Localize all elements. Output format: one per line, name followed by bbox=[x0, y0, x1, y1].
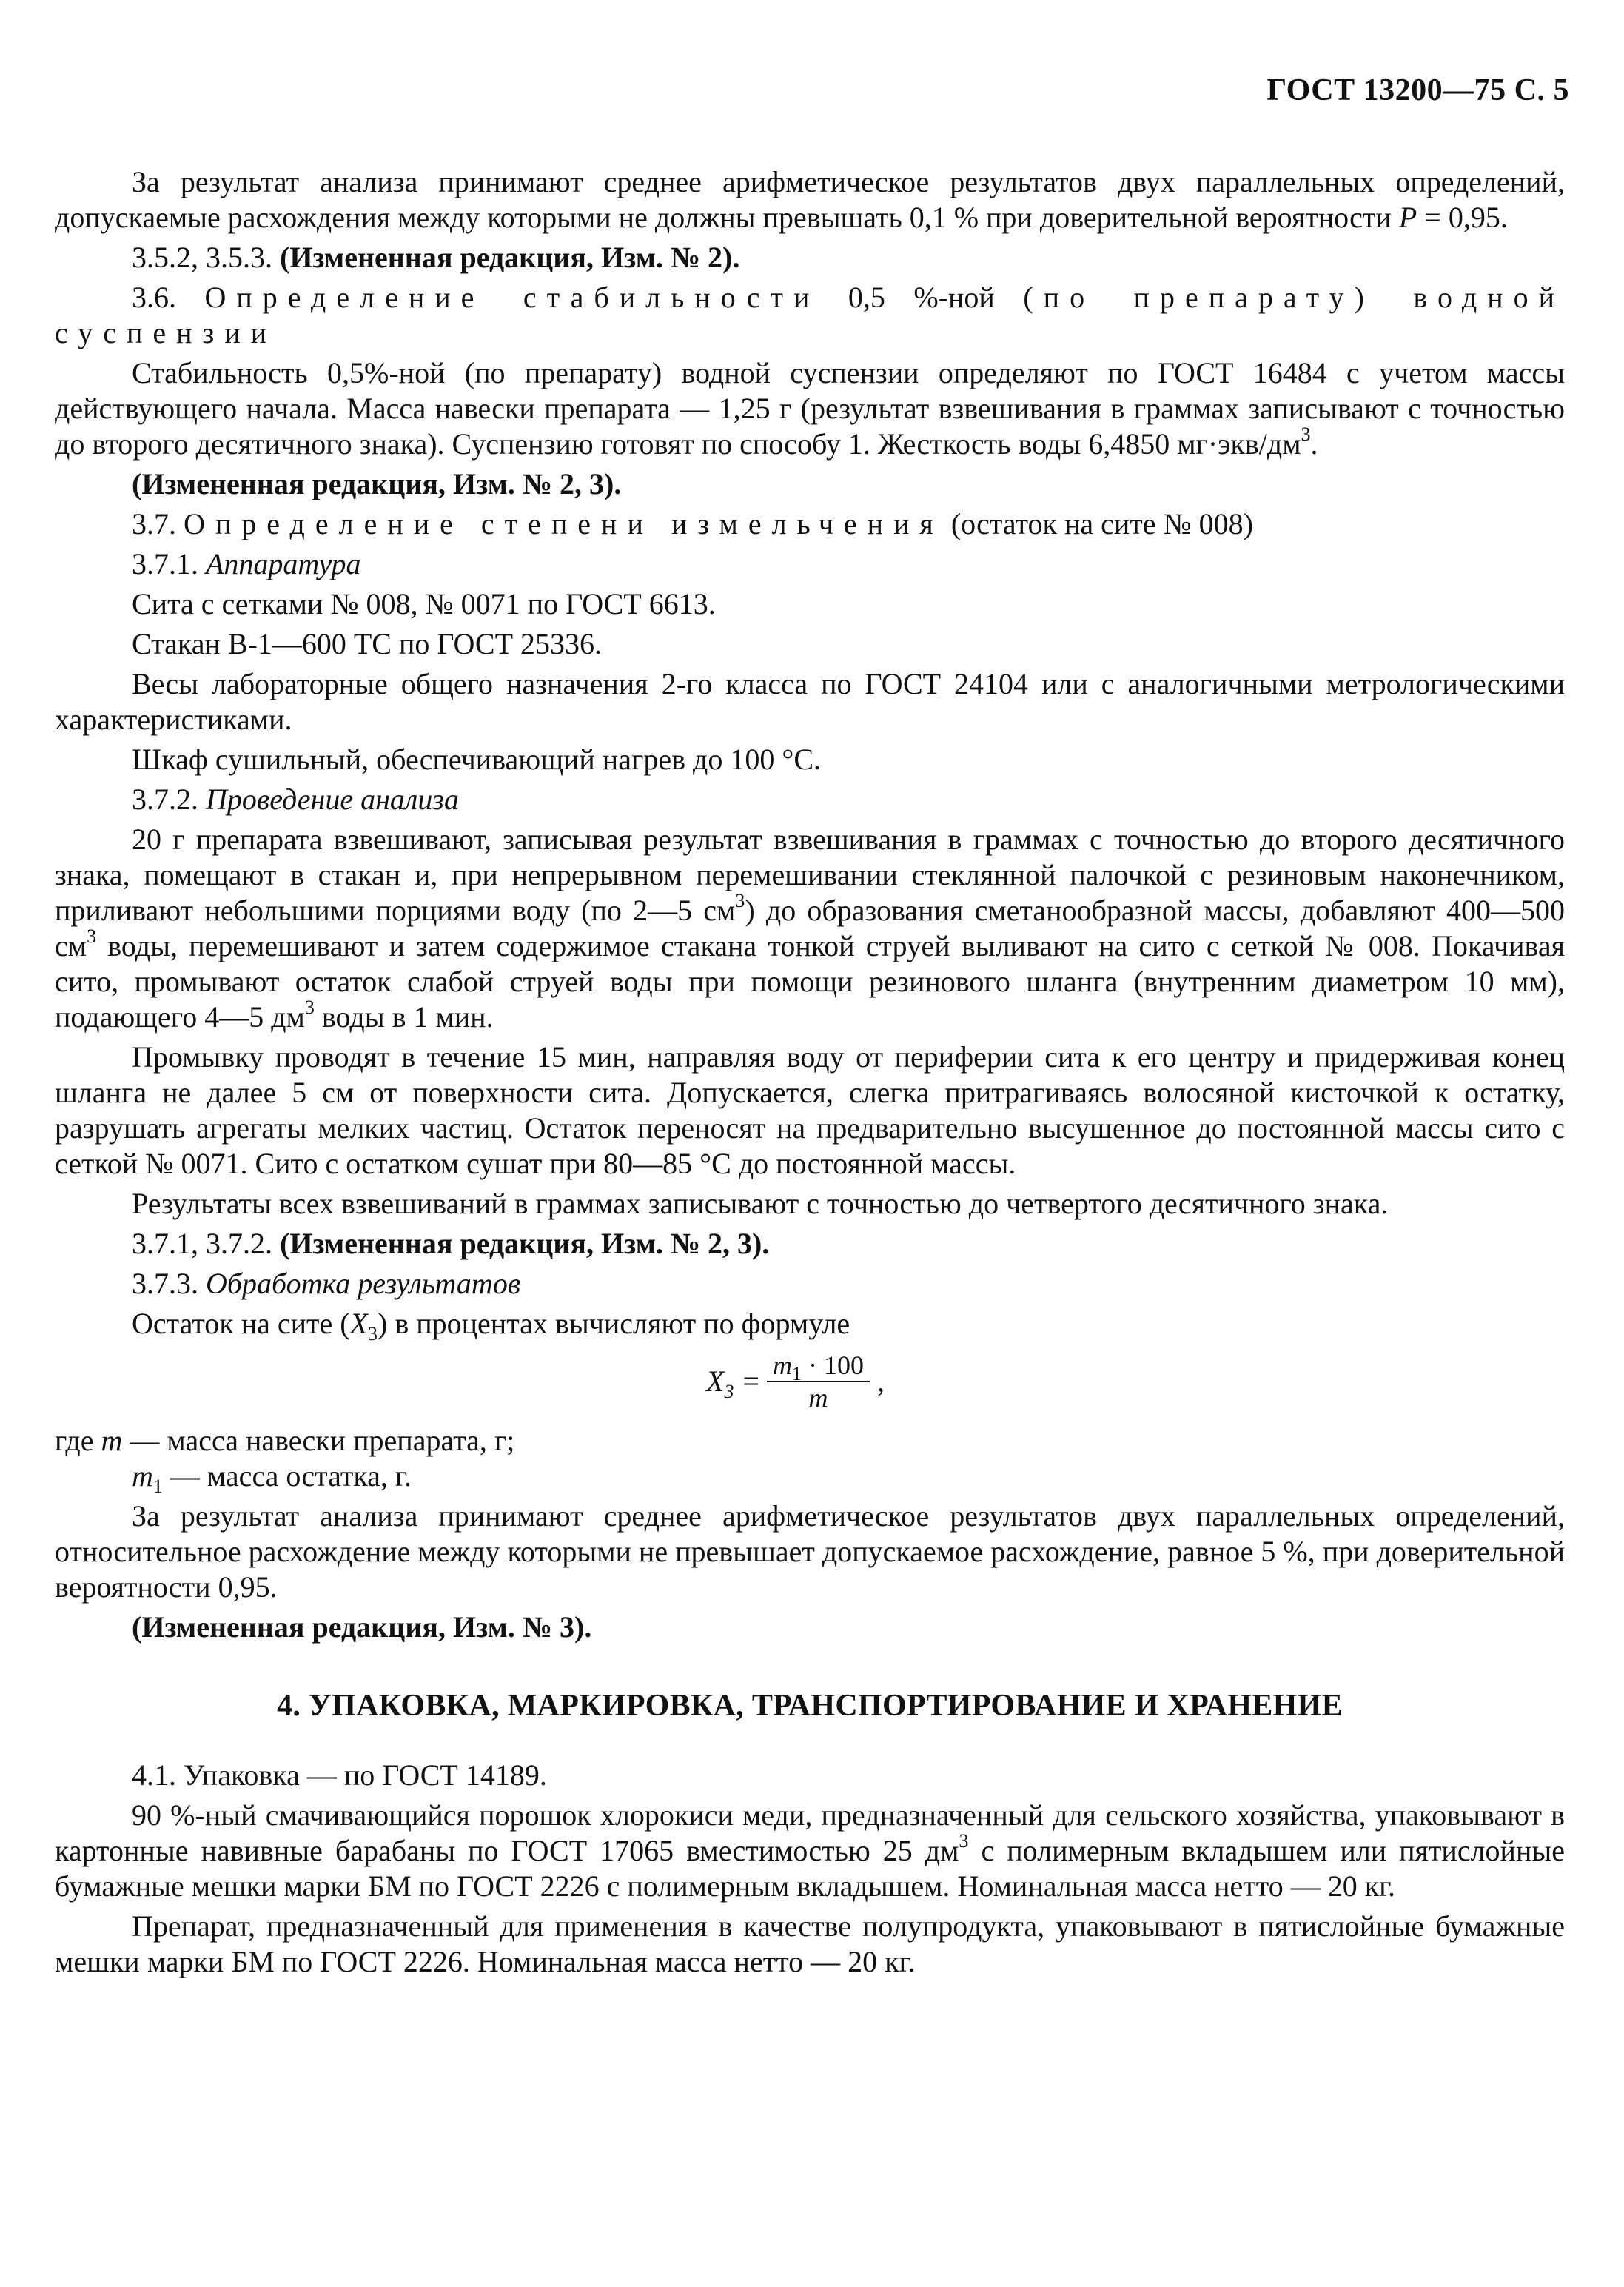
clause-3-7-2-heading bbox=[55, 782, 1565, 817]
text: 90 %-ный смачивающийся порошок хлорокиси меди, предназначенный для сельского хозяйства, упаковывают в картонные навивные барабаны по ГОСТ 17065 вместимостью 25 дм bbox=[55, 1798, 1565, 1867]
text: = 0,95. bbox=[1417, 201, 1508, 234]
fraction bbox=[767, 1350, 870, 1413]
amendment-note-4 bbox=[55, 1610, 1565, 1645]
amendment-label: (Измененная редакция, Изм. № 2). bbox=[280, 241, 740, 274]
clause-4-1: 4.1. Упаковка — по ГОСТ 14189. bbox=[132, 1758, 547, 1792]
equipment-beaker: Стакан В-1—600 ТС по ГОСТ 25336. bbox=[132, 627, 602, 660]
text: воды в 1 мин. bbox=[314, 1000, 494, 1034]
text: (остаток на сите № 008) bbox=[943, 507, 1253, 540]
formula bbox=[706, 1347, 885, 1416]
variable: m bbox=[101, 1424, 123, 1457]
numerator bbox=[767, 1350, 870, 1385]
text: ) до образования сметанообразной массы, добавляют 400—500 см bbox=[55, 894, 1565, 962]
clause-number: 3.7.1. bbox=[132, 547, 206, 580]
clause-number: 3.6. bbox=[132, 281, 205, 314]
amendment-note-3 bbox=[55, 1226, 1565, 1262]
text: · 100 bbox=[802, 1350, 864, 1380]
variable: m bbox=[132, 1459, 153, 1493]
spaced-heading: (по препарату) водной суспензии bbox=[55, 281, 1566, 349]
paragraph-weighing: Результаты всех взвешиваний в граммах записывают с точностью до четвертого десятичного знака. bbox=[132, 1187, 1389, 1220]
subscript: 3 bbox=[368, 1323, 378, 1345]
italic-heading: Проведение анализа bbox=[206, 783, 459, 816]
italic-heading: Аппаратура bbox=[206, 547, 361, 580]
paragraph-stability bbox=[55, 355, 1565, 462]
where-line-2 bbox=[55, 1459, 1565, 1497]
clause-number: 3.7.2. bbox=[132, 783, 206, 816]
equipment-scales: Весы лабораторные общего назначения 2-го класса по ГОСТ 24104 или с аналогичными метрологическими характеристиками. bbox=[55, 667, 1565, 736]
spaced-heading: Определение стабильности bbox=[204, 281, 820, 314]
clause-number: 3.7. bbox=[132, 507, 184, 540]
where-line-1 bbox=[55, 1423, 1565, 1459]
text: Остаток на сите ( bbox=[132, 1307, 350, 1340]
text: воды, перемешивают и затем содержимое стакана тонкой струей выливают на сито с сеткой № 008. Покачивая сито, промывают остаток слабой струей воды при помощи резинового шланга (внутренним диаметром 10 мм), подающего 4—5 дм bbox=[55, 929, 1565, 1034]
superscript: 3 bbox=[87, 925, 97, 947]
clause-number: 3.7.1, 3.7.2. bbox=[132, 1227, 280, 1260]
amendment-label: (Измененная редакция, Изм. № 2, 3). bbox=[280, 1227, 770, 1260]
page-header: ГОСТ 13200—75 С. 5 bbox=[1266, 73, 1569, 107]
subscript: 1 bbox=[152, 1476, 163, 1497]
text: — масса остатка, г. bbox=[162, 1459, 412, 1493]
equipment-oven: Шкаф сушильный, обеспечивающий нагрев до 100 °С. bbox=[132, 743, 822, 776]
text: ) в процентах вычисляют по формуле bbox=[378, 1307, 850, 1340]
clause-3-6-heading bbox=[55, 280, 1565, 351]
formula-block bbox=[55, 1347, 1565, 1416]
text: За результат анализа принимают среднее арифметическое результатов двух параллельных определений, допускаемые расхождения между которыми не должны превышать 0,1 % при доверительной вероятности bbox=[55, 165, 1565, 234]
superscript: 3 bbox=[735, 889, 745, 911]
paragraph-result-2: За результат анализа принимают среднее арифметическое результатов двух параллельных определений, относительное расхождение между которыми не превышает допускаемое расхождение, равное 5 %, при доверительной вероятности 0,95. bbox=[55, 1499, 1565, 1604]
amendment-label: (Измененная редакция, Изм. № 2, 3). bbox=[132, 467, 622, 500]
italic-heading: Обработка результатов bbox=[206, 1267, 521, 1300]
text: где bbox=[55, 1424, 101, 1457]
text: 0,5 %-ной bbox=[819, 281, 1024, 314]
paragraph-procedure bbox=[55, 822, 1565, 1035]
amendment-note-1 bbox=[55, 240, 1565, 275]
amendment-note-2 bbox=[55, 466, 1565, 502]
equals-sign: = bbox=[742, 1365, 759, 1398]
superscript: 3 bbox=[1301, 423, 1311, 445]
text: . bbox=[1310, 427, 1318, 461]
document-body bbox=[55, 164, 1565, 1980]
clause-number: 3.7.3. bbox=[132, 1267, 206, 1300]
clause-3-7-3-heading bbox=[55, 1266, 1565, 1302]
spaced-heading: Определение степени измельчения bbox=[184, 507, 944, 540]
paragraph-packaging bbox=[55, 1798, 1565, 1904]
paragraph-semiproduct: Препарат, предназначенный для применения в качестве полупродукта, упаковывают в пятислойные бумажные мешки марки БМ по ГОСТ 2226. Номинальная масса нетто — 20 кг. bbox=[55, 1909, 1565, 1978]
text: 20 г препарата взвешивают, записывая результат взвешивания в граммах с точностью до второго десятичного знака, помещают в стакан и, при непрерывном перемешивании стеклянной палочкой с резиновым наконечником, приливают небольшими порциями воду (по 2—5 см bbox=[55, 823, 1565, 927]
subscript: 1 bbox=[792, 1363, 802, 1385]
paragraph-formula-intro bbox=[55, 1306, 1565, 1345]
text: с полимерным вкладышем или пятислойные бумажные мешки марки БМ по ГОСТ 2226 с полимерным вкладышем. Номинальная масса нетто — 20 кг. bbox=[55, 1834, 1565, 1903]
section-4-title: 4. УПАКОВКА, МАРКИРОВКА, ТРАНСПОРТИРОВАНИЕ И ХРАНЕНИЕ bbox=[277, 1689, 1343, 1723]
clause-number: 3.5.2, 3.5.3. bbox=[132, 241, 280, 274]
superscript: 3 bbox=[959, 1829, 969, 1852]
variable: P bbox=[1398, 201, 1417, 234]
formula-lhs bbox=[706, 1364, 734, 1402]
clause-3-7-1-heading bbox=[55, 546, 1565, 582]
subscript: 3 bbox=[724, 1381, 734, 1402]
text: — масса навески препарата, г; bbox=[122, 1424, 515, 1457]
paragraph-washing: Промывку проводят в течение 15 мин, направляя воду от периферии сита к его центру и придерживая конец шланга не далее 5 см от поверхности сита. Допускается, слегка притрагиваясь волосяной кисточкой к остатку, разрушать агрегаты мелких частиц. Остаток переносят на предварительно высушенное до постоянной массы сито с сеткой № 0071. Сито с остатком сушат при 80—85 °С до постоянной массы. bbox=[55, 1040, 1565, 1180]
equipment-sieves: Сита с сетками № 008, № 0071 по ГОСТ 6613. bbox=[132, 587, 716, 620]
denominator: m bbox=[808, 1383, 828, 1413]
paragraph-result-1 bbox=[55, 164, 1565, 235]
text: Стабильность 0,5%-ной (по препарату) водной суспензии определяют по ГОСТ 16484 с учетом массы действующего начала. Масса навески препарата — 1,25 г (результат взвешивания в граммах записывают с точностью до второго десятичного знака). Суспензию готовят по способу 1. Жесткость воды 6,4850 мг·экв/дм bbox=[55, 356, 1565, 461]
variable: m bbox=[773, 1350, 792, 1380]
clause-3-7-heading bbox=[55, 506, 1565, 542]
amendment-label: (Измененная редакция, Изм. № 3). bbox=[132, 1610, 592, 1644]
superscript: 3 bbox=[304, 996, 315, 1018]
formula-comma: , bbox=[877, 1365, 885, 1398]
variable: X bbox=[349, 1307, 369, 1340]
variable: X bbox=[706, 1365, 725, 1398]
